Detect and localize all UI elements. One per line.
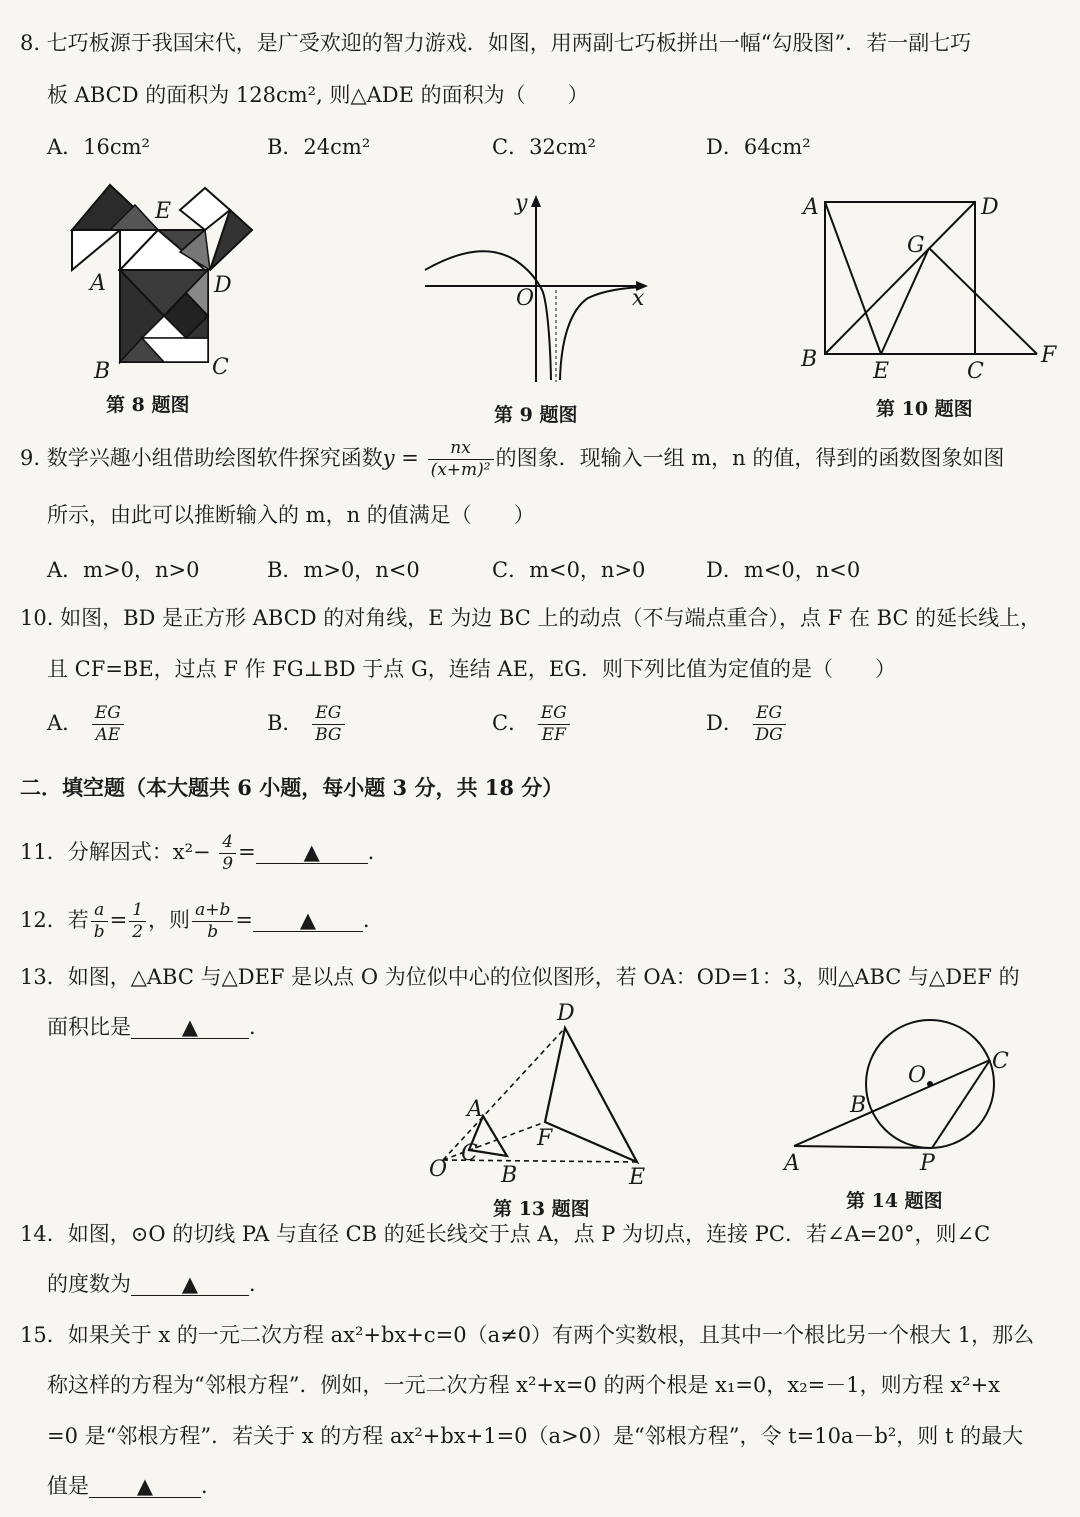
q9-formula-fraction <box>428 438 494 481</box>
section-title: 二．填空题（本大题共 6 小题，每小题 3 分，共 18 分） <box>20 775 564 800</box>
label-e: E <box>155 199 172 224</box>
q14-figure-caption: 第 14 题图 <box>846 1190 943 1212</box>
fraction-denominator: EF <box>541 725 566 745</box>
label-b: B <box>501 1163 518 1188</box>
label-p: P <box>920 1151 935 1176</box>
q10-number: 10. <box>20 606 54 630</box>
q15-text-line3: =0 是“邻根方程”．若关于 x 的方程 ax²+bx+1=0（a>0）是“邻根方程”，令 t=10a－b²，则 t 的最大 <box>47 1424 1024 1448</box>
q11-fraction <box>219 832 236 875</box>
q8-figure-caption: 第 8 题图 <box>106 394 190 416</box>
q10-figure <box>795 190 1065 390</box>
q9-text-before: 数学兴趣小组借助绘图软件探究函数 <box>46 446 383 470</box>
q8-option-d[interactable]: D．64cm² <box>706 135 811 159</box>
q13-figure <box>425 1000 665 1190</box>
q14-line2 <box>47 1269 270 1299</box>
q12-fraction-3 <box>192 900 233 943</box>
label-c: C <box>992 1049 1009 1074</box>
q15-text-line1: 如果关于 x 的一元二次方程 ax²+bx+c=0（a≠0）有两个实数根，且其中一个根比另一个根大 1，那么 <box>67 1323 1035 1347</box>
q9-text-line2: 所示，由此可以推断输入的 m，n 的值满足（ ） <box>47 503 535 527</box>
q11-number: 11． <box>20 840 68 864</box>
fraction-denominator: 2 <box>132 922 144 942</box>
fraction-denominator: b <box>93 922 105 942</box>
fraction-numerator: EG <box>753 703 786 725</box>
q8-option-c[interactable]: C．32cm² <box>492 135 596 159</box>
q8-line1 <box>20 28 971 58</box>
fraction-numerator: EG <box>538 703 570 725</box>
tangram-piece <box>72 230 120 270</box>
label-e: E <box>629 1165 646 1190</box>
q8-figure <box>60 180 270 390</box>
diagonal-bd <box>825 202 975 354</box>
label-x: x <box>632 286 645 311</box>
q10-option-a-letter: A． <box>47 711 84 735</box>
graph-left-branch <box>425 251 551 380</box>
q13-answer-blank[interactable]: ▲ <box>131 1016 249 1039</box>
q15-text-line2: 称这样的方程为“邻根方程”．例如，一元二次方程 x²+x=0 的两个根是 x₁=0，x₂=－1，则方程 x²+x <box>47 1373 1000 1397</box>
q14-line2-prefix: 的度数为 <box>47 1272 131 1296</box>
q12-number: 12． <box>20 908 68 932</box>
label-o: O <box>516 286 535 311</box>
q12-answer-blank[interactable]: ▲ <box>253 909 363 932</box>
fraction-numerator: 4 <box>219 832 236 854</box>
q10-option-d-letter: D． <box>706 711 744 735</box>
fraction-numerator: a+b <box>192 900 233 922</box>
fraction-denominator: 9 <box>222 854 234 874</box>
label-d: D <box>214 273 232 298</box>
label-d: D <box>981 195 999 220</box>
q9-option-a[interactable]: A．m>0，n>0 <box>47 558 200 582</box>
label-b: B <box>850 1093 867 1118</box>
label-o: O <box>429 1157 448 1182</box>
q14-end: ． <box>249 1272 270 1296</box>
q11-answer-blank[interactable]: ▲ <box>256 841 368 864</box>
fraction-numerator: a <box>91 900 108 922</box>
q13-figure-caption: 第 13 题图 <box>493 1198 590 1220</box>
label-a: A <box>784 1151 800 1176</box>
q11-prefix: 分解因式：x²− <box>67 840 211 864</box>
q12-end: ． <box>362 908 384 932</box>
q11-equals: = <box>238 840 256 864</box>
segment-ae <box>825 202 881 354</box>
q13-end: ． <box>249 1015 270 1039</box>
q10-text-line2: 且 CF=BE，过点 F 作 FG⊥BD 于点 G，连结 AE，EG．则下列比值为定值的是（ ） <box>47 657 897 681</box>
q12-equals-1: = <box>109 908 128 932</box>
q14-figure <box>780 1020 1040 1180</box>
q10-text-line1: 如图，BD 是正方形 ABCD 的对角线，E 为边 BC 上的动点（不与端点重合），点 F 在 BC 的延长线上， <box>60 606 1042 630</box>
label-y: y <box>515 191 528 216</box>
q13-number: 13． <box>20 965 68 989</box>
q10-option-c-letter: C． <box>492 711 530 735</box>
q8-option-a[interactable]: A．16cm² <box>47 135 150 159</box>
q12-fraction-2 <box>129 900 146 943</box>
q10-option-d[interactable] <box>706 703 788 746</box>
label-d: D <box>557 1001 575 1026</box>
q10-figure-caption: 第 10 题图 <box>876 398 973 420</box>
tangent-pa <box>794 1146 932 1148</box>
label-a: A <box>803 195 819 220</box>
q9-formula-lhs: y = <box>382 446 419 470</box>
q12-mid: ，则 <box>148 908 191 932</box>
q13-line2-prefix: 面积比是 <box>47 1015 131 1039</box>
label-a: A <box>467 1097 483 1122</box>
q10-option-a[interactable] <box>47 703 126 746</box>
q15-line4-prefix: 值是 <box>47 1474 89 1498</box>
q8-text-line2: 板 ABCD 的面积为 128cm², 则△ADE 的面积为（ ） <box>47 83 589 107</box>
q14-line1 <box>20 1219 990 1249</box>
q9-figure-caption: 第 9 题图 <box>494 404 578 426</box>
fraction-denominator: b <box>207 922 219 942</box>
q12-prefix: 若 <box>67 908 89 932</box>
q15-number: 15． <box>20 1323 68 1347</box>
q10-option-c-fraction <box>538 703 570 746</box>
label-b: B <box>801 347 818 372</box>
q10-option-a-fraction <box>92 703 124 746</box>
q9-line1 <box>20 438 1004 478</box>
q10-option-b[interactable] <box>267 703 347 746</box>
label-c: C <box>461 1141 478 1166</box>
segment-gf <box>929 248 1037 354</box>
q9-formula-denominator: (x+m)² <box>430 460 491 480</box>
q13-line1 <box>20 962 1020 992</box>
fraction-numerator: EG <box>92 703 124 725</box>
fraction-denominator: AE <box>95 725 121 745</box>
q10-option-b-fraction <box>312 703 344 746</box>
q8-text-line1: 七巧板源于我国宋代，是广受欢迎的智力游戏．如图，用两副七巧板拼出一幅“勾股图”．若一副七巧 <box>46 31 972 55</box>
q10-option-c[interactable] <box>492 703 572 746</box>
q10-option-d-fraction <box>753 703 786 746</box>
q9-text-after: 的图象．现输入一组 m，n 的值，得到的函数图象如图 <box>495 446 1005 470</box>
q15-answer-blank[interactable]: ▲ <box>89 1475 201 1498</box>
q10-option-b-letter: B． <box>267 711 304 735</box>
q10-line1 <box>20 603 1041 633</box>
q13-line2 <box>47 1012 270 1042</box>
q8-option-b[interactable]: B．24cm² <box>267 135 371 159</box>
q9-figure <box>420 190 660 390</box>
q12-fraction-1 <box>91 900 108 943</box>
q9-formula-numerator: nx <box>428 438 494 460</box>
label-e: E <box>873 359 890 384</box>
label-o: O <box>908 1063 927 1088</box>
q11-line <box>20 832 389 872</box>
label-f: F <box>1041 343 1057 368</box>
q14-text-line1: 如图，⊙O 的切线 PA 与直径 CB 的延长线交于点 A，点 P 为切点，连接 PC．若∠A=20°，则∠C <box>67 1222 991 1246</box>
fraction-denominator: BG <box>315 725 342 745</box>
q9-option-c[interactable]: C．m<0，n>0 <box>492 558 646 582</box>
label-b: B <box>94 359 111 384</box>
graph-right-branch <box>560 287 642 380</box>
segment-eg <box>881 248 929 354</box>
q14-answer-blank[interactable]: ▲ <box>131 1273 249 1296</box>
q9-option-b[interactable]: B．m>0，n<0 <box>267 558 420 582</box>
q15-line1 <box>20 1320 1034 1350</box>
q13-text-line1: 如图，△ABC 与△DEF 是以点 O 为位似中心的位似图形，若 OA：OD=1：3，则△ABC 与△DEF 的 <box>67 965 1020 989</box>
label-f: F <box>537 1126 553 1151</box>
tangram-piece <box>180 188 230 230</box>
label-g: G <box>907 233 925 258</box>
triangle-def <box>545 1028 637 1162</box>
q15-end: ． <box>201 1474 222 1498</box>
y-axis-arrow <box>531 195 541 207</box>
label-c: C <box>967 359 984 384</box>
q8-number: 8. <box>20 31 41 55</box>
q14-number: 14． <box>20 1222 68 1246</box>
q11-end: ． <box>367 840 389 864</box>
fraction-numerator: 1 <box>129 900 146 922</box>
label-c: C <box>212 355 229 380</box>
q15-line4 <box>47 1471 222 1501</box>
fraction-denominator: DG <box>755 725 783 745</box>
q12-line <box>20 898 384 942</box>
fraction-numerator: EG <box>312 703 344 725</box>
label-a: A <box>90 271 106 296</box>
q9-option-d[interactable]: D．m<0，n<0 <box>706 558 861 582</box>
q12-equals-2: = <box>235 908 253 932</box>
q9-number: 9. <box>20 446 41 470</box>
